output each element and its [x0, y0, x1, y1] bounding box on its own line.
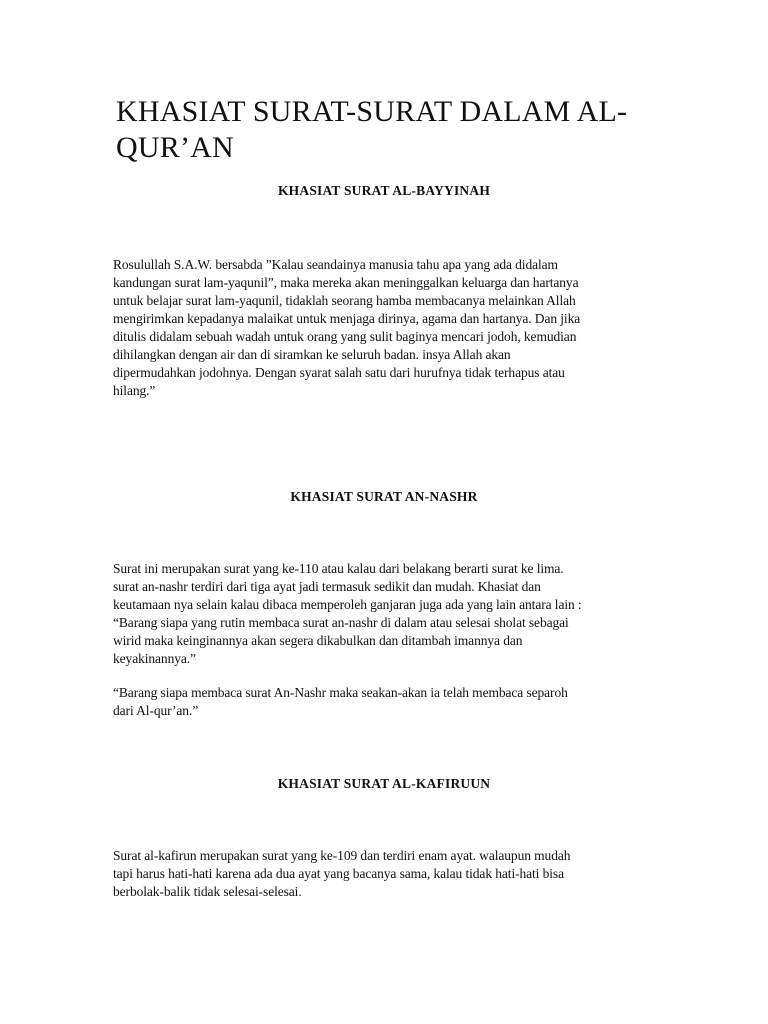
- text-line: hilang.”: [113, 383, 156, 398]
- paragraph-an-nashr-2: [113, 684, 653, 720]
- paragraph-al-kafiruun: [113, 847, 653, 901]
- text-line: “Barang siapa membaca surat An-Nashr maka seakan-akan ia telah membaca separoh: [113, 685, 568, 700]
- text-line: Rosulullah S.A.W. bersabda ”Kalau seandainya manusia tahu apa yang ada didalam: [113, 257, 558, 272]
- text-line: wirid maka keinginannya akan segera dikabulkan dan ditambah imannya dan: [113, 633, 523, 648]
- document-title-line-2: QUR’AN: [116, 131, 234, 164]
- section-heading-al-bayyinah: KHASIAT SURAT AL-BAYYINAH: [277, 183, 491, 198]
- text-line: keutamaan nya selain kalau dibaca memperoleh ganjaran juga ada yang lain antara lain :: [113, 597, 582, 612]
- paragraph-an-nashr-1: [113, 560, 653, 668]
- text-line: untuk belajar surat lam-yaqunil, tidaklah seorang hamba membacanya melainkan Allah: [113, 293, 576, 308]
- document-title-line-1: KHASIAT SURAT-SURAT DALAM AL-: [116, 95, 628, 128]
- section-heading-an-nashr: KHASIAT SURAT AN-NASHR: [290, 489, 478, 504]
- text-line: ditulis didalam sebuah wadah untuk orang yang sulit baginya mencari jodoh, kemudian: [113, 329, 577, 344]
- text-line: dari Al-qur’an.”: [113, 703, 199, 718]
- text-line: surat an-nashr terdiri dari tiga ayat jadi termasuk sedikit dan mudah. Khasiat dan: [113, 579, 541, 594]
- text-line: Surat ini merupakan surat yang ke-110 atau kalau dari belakang berarti surat ke lima.: [113, 561, 564, 576]
- text-line: dipermudahkan jodohnya. Dengan syarat salah satu dari hurufnya tidak terhapus atau: [113, 365, 565, 380]
- paragraph-al-bayyinah: [113, 256, 653, 400]
- text-line: keyakinannya.”: [113, 651, 196, 666]
- text-line: berbolak-balik tidak selesai-selesai.: [113, 884, 302, 899]
- section-heading-al-kafiruun: KHASIAT SURAT AL-KAFIRUUN: [277, 776, 491, 791]
- text-line: dihilangkan dengan air dan di siramkan ke seluruh badan. insya Allah akan: [113, 347, 511, 362]
- text-line: Surat al-kafirun merupakan surat yang ke-109 dan terdiri enam ayat. walaupun mudah: [113, 848, 571, 863]
- text-line: mengirimkan kepadanya malaikat untuk menjaga dirinya, agama dan hartanya. Dan jika: [113, 311, 581, 326]
- text-line: “Barang siapa yang rutin membaca surat an-nashr di dalam atau selesai sholat sebagai: [113, 615, 569, 630]
- text-line: kandungan surat lam-yaqunil”, maka mereka akan meninggalkan keluarga dan hartanya: [113, 275, 579, 290]
- document-title: [116, 94, 688, 166]
- text-line: tapi harus hati-hati karena ada dua ayat yang bacanya sama, kalau tidak hati-hati bisa: [113, 866, 564, 881]
